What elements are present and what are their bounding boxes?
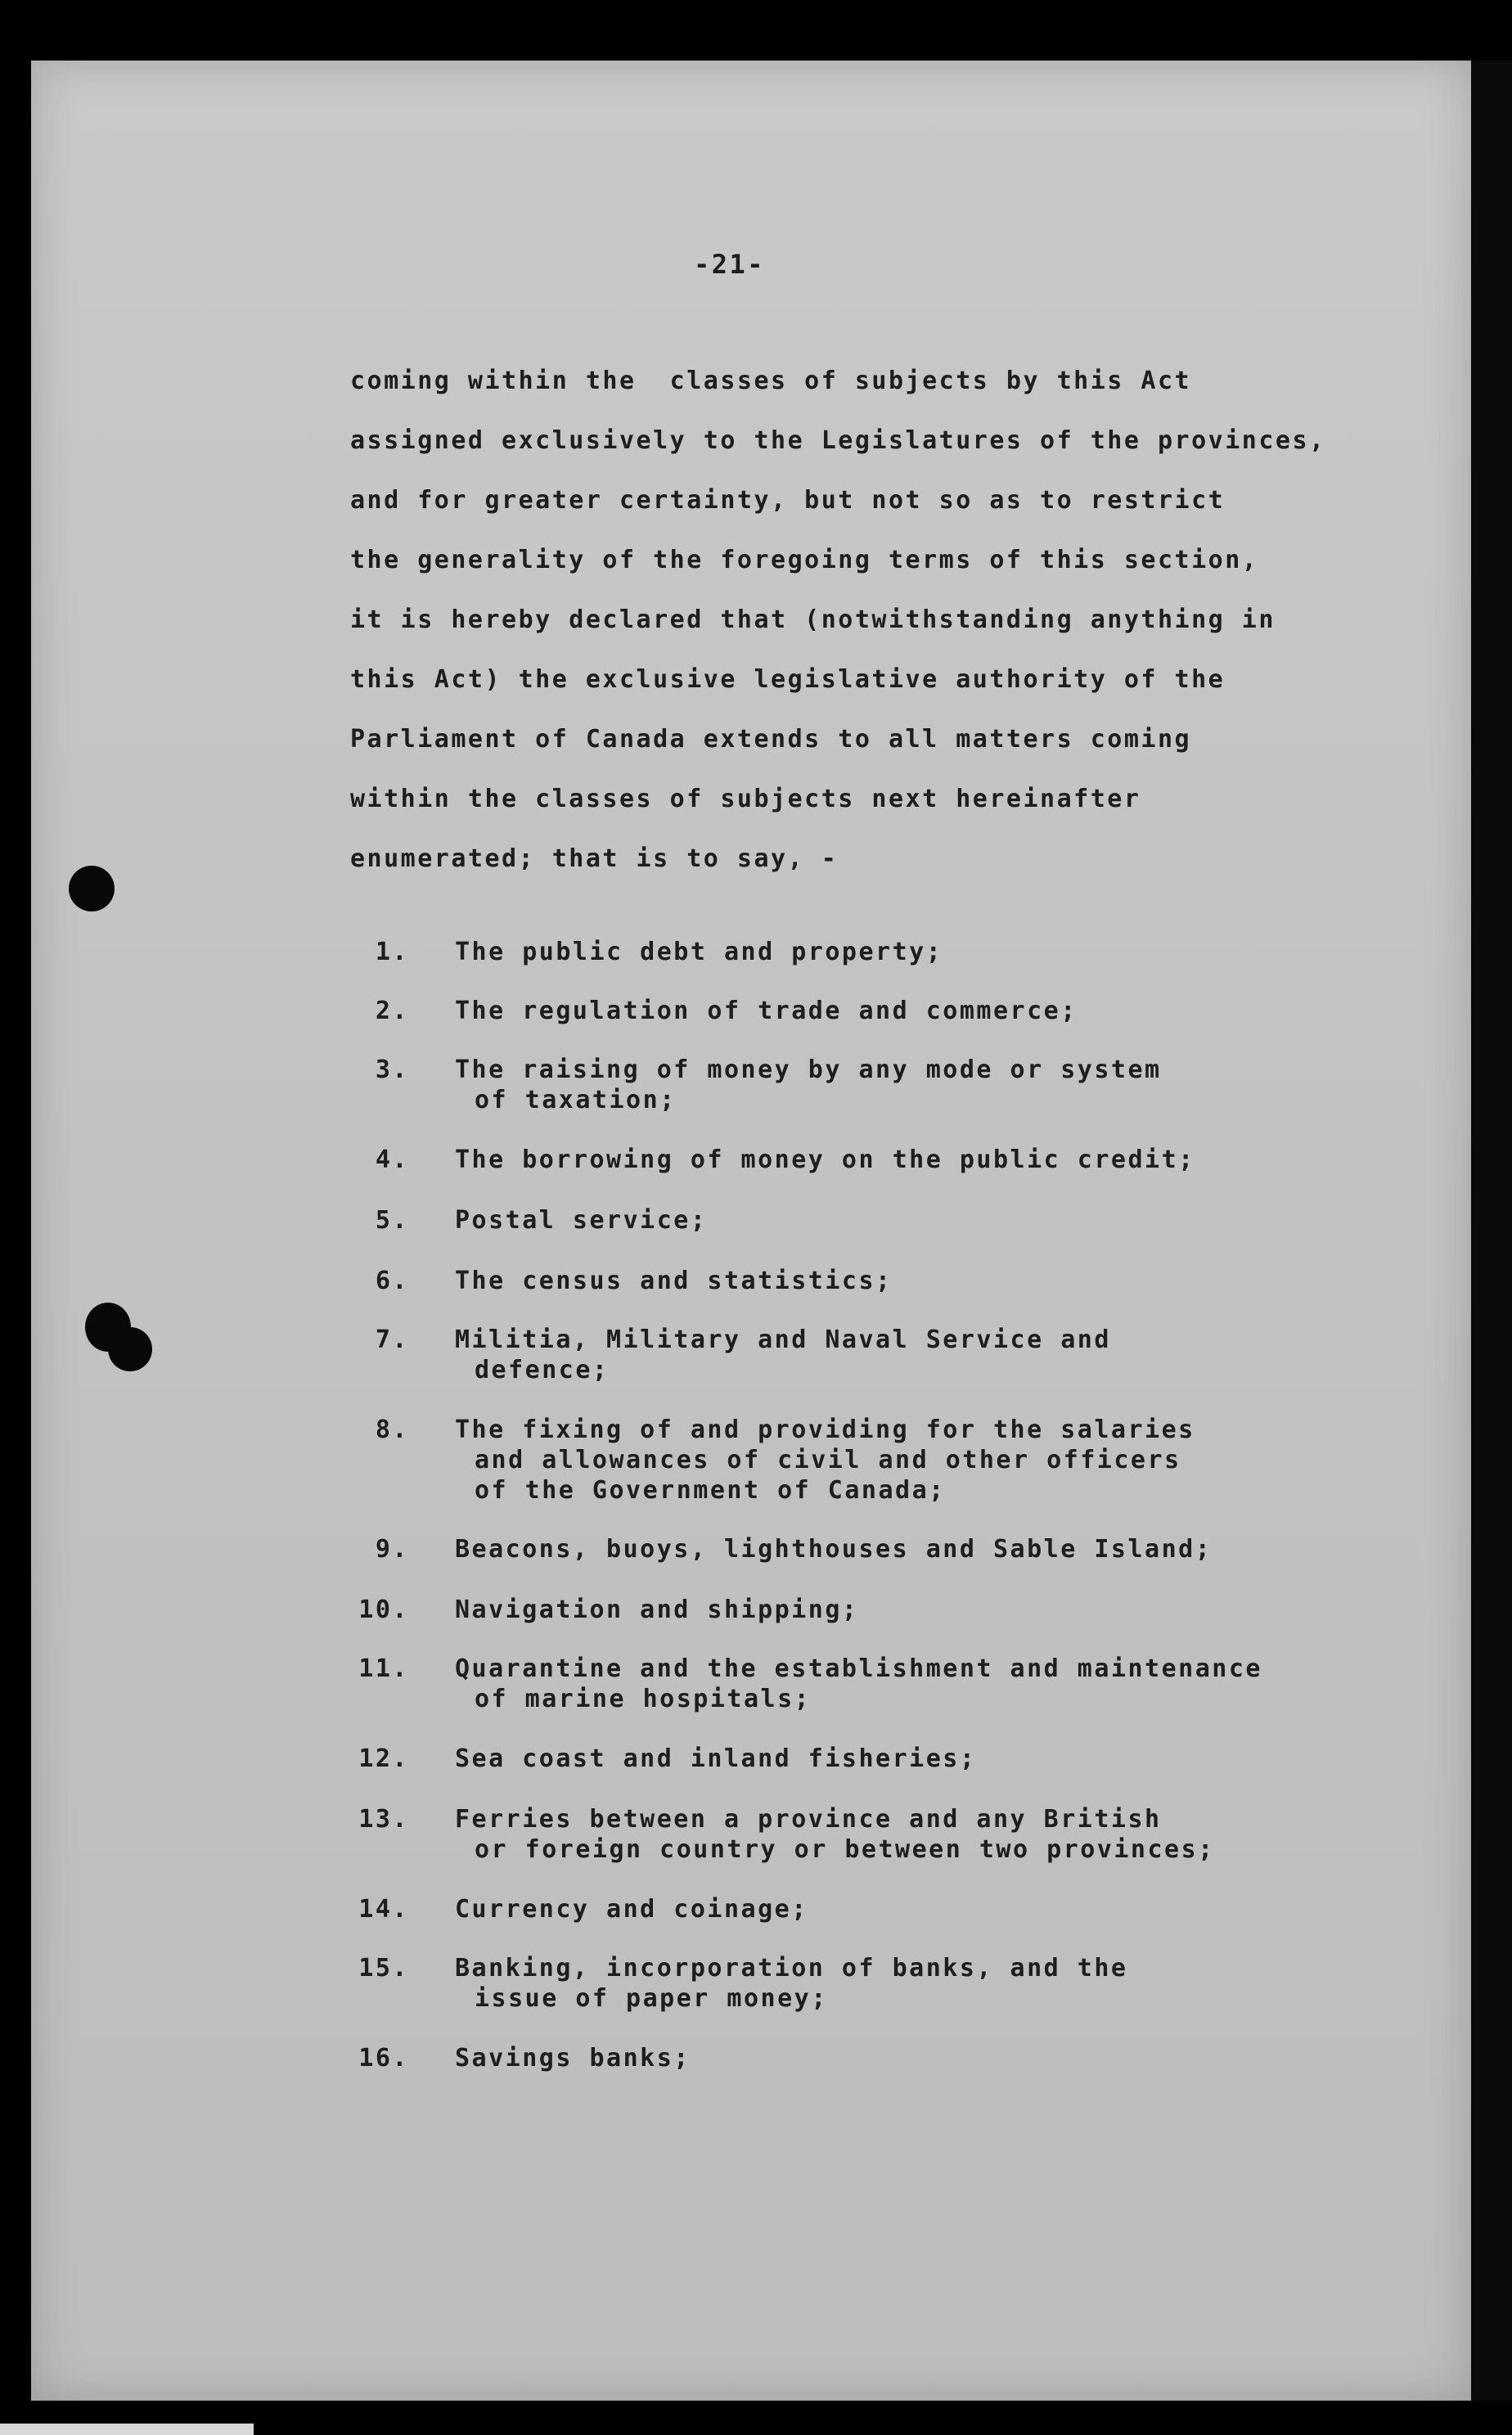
list-item-number: 6. [375,1267,409,1295]
paragraph-line: assigned exclusively to the Legislatures of the provinces, [350,426,1326,455]
list-item-number: 2. [375,997,409,1025]
list-item-number: 16. [358,2044,409,2073]
list-item-number: 9. [375,1535,409,1564]
list-item-text: Beacons, buoys, lighthouses and Sable Island; [455,1535,1213,1564]
list-item-number: 7. [375,1326,409,1354]
list-item-text: Banking, incorporation of banks, and the [455,1954,1128,1983]
list-item-number: 3. [375,1055,409,1084]
list-item-text: of marine hospitals; [475,1685,812,1713]
list-item-number: 13. [358,1805,409,1834]
list-item-text: The census and statistics; [455,1267,893,1295]
list-item-number: 8. [375,1416,409,1444]
list-item-text: Navigation and shipping; [455,1596,859,1624]
list-item-number: 12. [358,1744,409,1773]
list-item-number: 15. [358,1954,409,1983]
list-item-text: The raising of money by any mode or system [455,1055,1162,1084]
list-item-text: Savings banks; [455,2044,691,2073]
list-item-text: Quarantine and the establishment and maintenance [455,1654,1262,1683]
paragraph-line: and for greater certainty, but not so as to restrict [350,486,1226,515]
list-item-text: of taxation; [475,1086,677,1114]
page-number: -21- [694,249,766,280]
list-item-text: The fixing of and providing for the salaries [455,1416,1195,1444]
list-item-text: The regulation of trade and commerce; [455,997,1078,1025]
list-item-text: The public debt and property; [455,938,943,966]
list-item-number: 1. [375,938,409,966]
list-item-text: Postal service; [455,1206,708,1235]
list-item-text: issue of paper money; [475,1984,828,2013]
paragraph-line: it is hereby declared that (notwithstanding anything in [350,605,1276,634]
paragraph-line: the generality of the foregoing terms of this section, [350,546,1259,574]
list-item-text: Militia, Military and Naval Service and [455,1326,1111,1354]
list-item-number: 5. [375,1206,409,1235]
list-item-number: 11. [358,1654,409,1683]
list-item-number: 4. [375,1145,409,1174]
list-item-text: Sea coast and inland fisheries; [455,1744,977,1773]
paragraph-line: within the classes of subjects next hereinafter [350,785,1141,813]
paragraph-line: this Act) the exclusive legislative authority of the [350,665,1226,694]
paragraph-line: Parliament of Canada extends to all matters coming [350,725,1192,754]
list-item-text: of the Government of Canada; [475,1476,946,1505]
list-item-text: Currency and coinage; [455,1895,808,1924]
list-item-number: 10. [358,1596,409,1624]
paragraph-line: coming within the classes of subjects by this Act [350,367,1192,395]
list-item-text: The borrowing of money on the public credit; [455,1145,1195,1174]
list-item-text: or foreign country or between two provinces; [475,1835,1215,1864]
list-item-number: 14. [358,1895,409,1924]
list-item-text: Ferries between a province and any British [455,1805,1162,1834]
paragraph-line: enumerated; that is to say, - [350,844,839,873]
list-item-text: defence; [475,1356,610,1384]
list-item-text: and allowances of civil and other officers [475,1446,1181,1474]
